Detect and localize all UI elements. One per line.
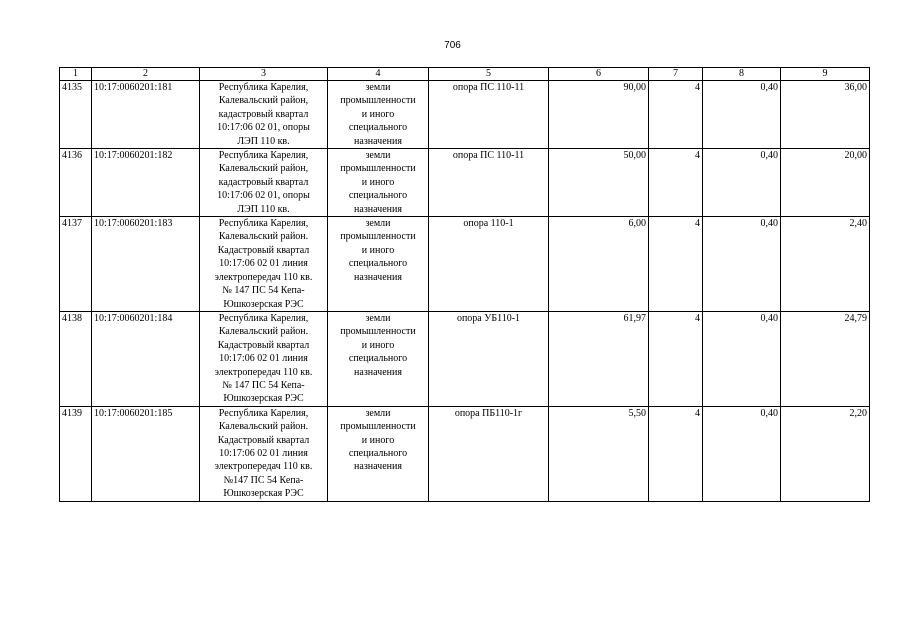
cadastral-number: 10:17:0060201:184 <box>92 311 200 406</box>
total-value: 36,00 <box>781 81 870 149</box>
address: Республика Карелия, Калевальский район, кадастровый квартал 10:17:06 02 01, опоры ЛЭП 110 кв. <box>217 82 310 147</box>
page-number: 706 <box>444 40 461 51</box>
column-7-value: 4 <box>649 406 703 501</box>
table-row <box>60 311 870 406</box>
area-value: 50,00 <box>549 149 649 217</box>
column-7-value: 4 <box>649 149 703 217</box>
table-row <box>60 406 870 501</box>
land-registry-table <box>59 67 870 502</box>
rate-value: 0,40 <box>703 81 781 149</box>
address: Республика Карелия, Калевальский район, кадастровый квартал 10:17:06 02 01, опоры ЛЭП 110 кв. <box>217 150 310 215</box>
row-number: 4139 <box>60 406 92 501</box>
column-header: 7 <box>649 68 703 81</box>
column-header: 6 <box>549 68 649 81</box>
column-7-value: 4 <box>649 81 703 149</box>
table-row <box>60 81 870 149</box>
row-number: 4138 <box>60 311 92 406</box>
object-name: опора ПС 110-11 <box>429 81 549 149</box>
column-header: 9 <box>781 68 870 81</box>
total-value: 20,00 <box>781 149 870 217</box>
table-header-row <box>60 68 870 81</box>
column-header: 2 <box>92 68 200 81</box>
area-value: 5,50 <box>549 406 649 501</box>
area-value: 61,97 <box>549 311 649 406</box>
area-value: 90,00 <box>549 81 649 149</box>
area-value: 6,00 <box>549 217 649 312</box>
total-value: 2,40 <box>781 217 870 312</box>
row-number: 4135 <box>60 81 92 149</box>
cadastral-number: 10:17:0060201:182 <box>92 149 200 217</box>
address: Республика Карелия, Калевальский район. Кадастровый квартал 10:17:06 02 01 линия электропередач 110 кв. № 147 ПС 54 Кепа- Юшкозерская РЭС <box>214 312 313 405</box>
land-category: земли промышленности и иного специального назначения <box>340 218 416 283</box>
cadastral-number: 10:17:0060201:183 <box>92 217 200 312</box>
land-category: земли промышленности и иного специального назначения <box>340 407 416 473</box>
rate-value: 0,40 <box>703 217 781 312</box>
land-category: земли промышленности и иного специального назначения <box>340 150 416 215</box>
object-name: опора ПС 110-11 <box>429 149 549 217</box>
object-name: опора УБ110-1 <box>429 311 549 406</box>
table-row <box>60 217 870 312</box>
address: Республика Карелия, Калевальский район. Кадастровый квартал 10:17:06 02 01 линия электропередач 110 кв. №147 ПС 54 Кепа- Юшкозерская РЭС <box>214 407 313 500</box>
land-category: земли промышленности и иного специального назначения <box>340 312 416 378</box>
cadastral-number: 10:17:0060201:185 <box>92 406 200 501</box>
column-7-value: 4 <box>649 217 703 312</box>
object-name: опора ПБ110-1г <box>429 406 549 501</box>
address: Республика Карелия, Калевальский район. Кадастровый квартал 10:17:06 02 01 линия электропередач 110 кв. № 147 ПС 54 Кепа- Юшкозерская РЭС <box>214 218 313 310</box>
rate-value: 0,40 <box>703 406 781 501</box>
column-header: 5 <box>429 68 549 81</box>
total-value: 2,20 <box>781 406 870 501</box>
rate-value: 0,40 <box>703 149 781 217</box>
table-row <box>60 149 870 217</box>
row-number: 4136 <box>60 149 92 217</box>
land-category: земли промышленности и иного специального назначения <box>340 82 416 147</box>
rate-value: 0,40 <box>703 311 781 406</box>
column-header: 8 <box>703 68 781 81</box>
column-7-value: 4 <box>649 311 703 406</box>
column-header: 1 <box>60 68 92 81</box>
row-number: 4137 <box>60 217 92 312</box>
cadastral-number: 10:17:0060201:181 <box>92 81 200 149</box>
total-value: 24,79 <box>781 311 870 406</box>
column-header: 3 <box>200 68 328 81</box>
object-name: опора 110-1 <box>429 217 549 312</box>
column-header: 4 <box>328 68 429 81</box>
